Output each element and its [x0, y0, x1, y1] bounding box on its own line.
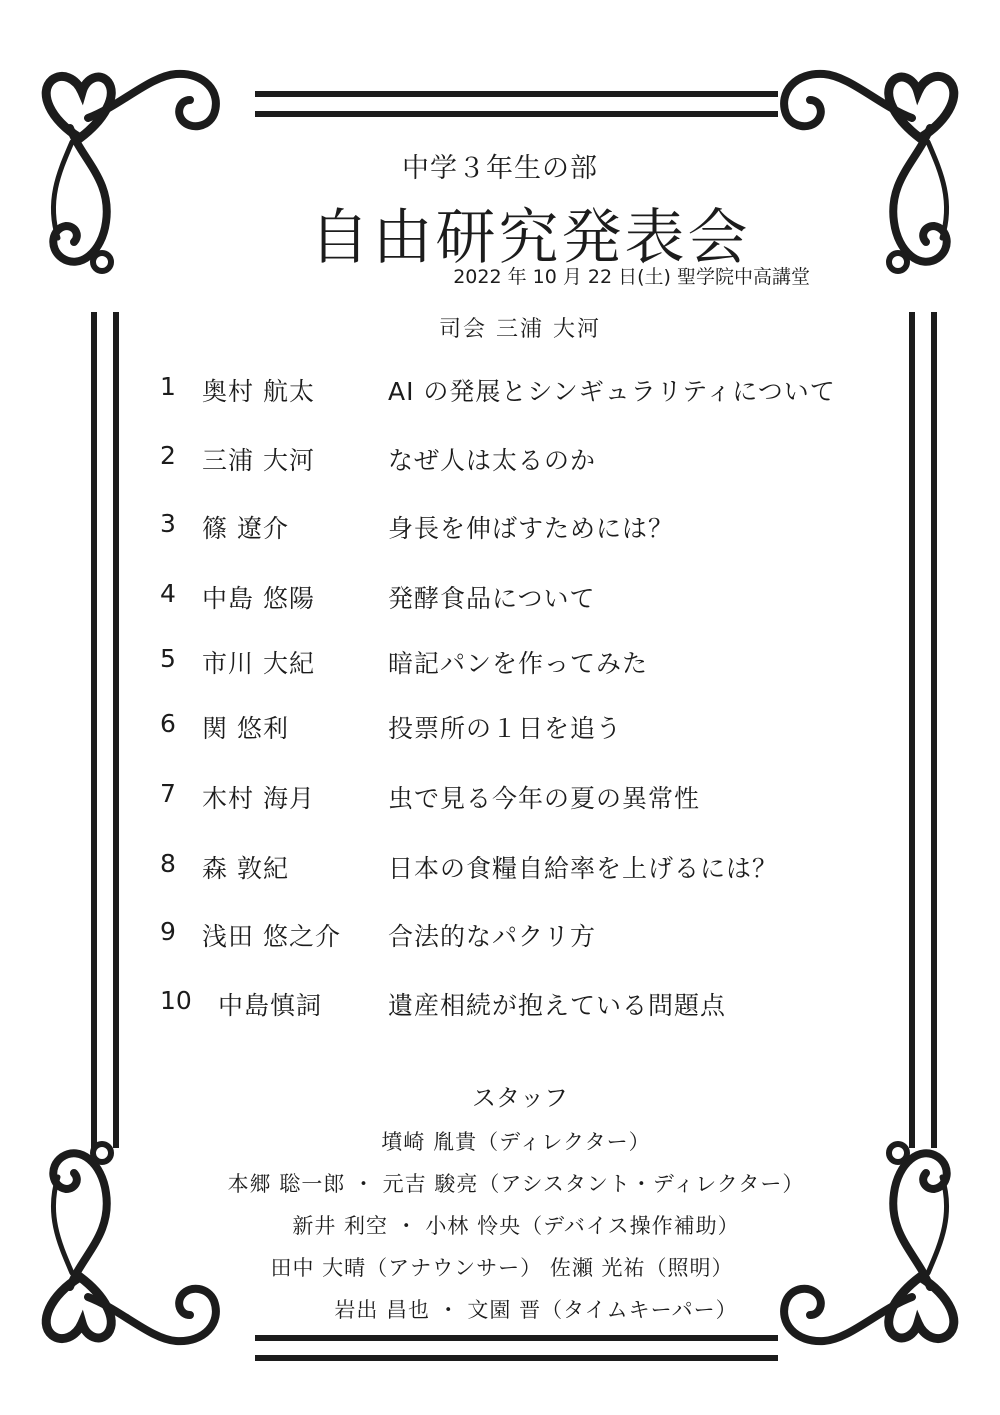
master-of-ceremonies: 司会 三浦 大河	[439, 317, 601, 342]
presentation-row	[0, 917, 1000, 957]
presentation-topic: 遺産相続が抱えている問題点	[388, 991, 727, 1020]
presentation-number: 2	[160, 441, 176, 470]
staff-line: 本郷 聡一郎 ・ 元吉 駿亮（アシスタント・ディレクター）	[227, 1172, 805, 1196]
presentation-number: 8	[160, 849, 176, 878]
event-title: 自由研究発表会	[309, 203, 751, 273]
presentation-row	[0, 709, 1000, 749]
presenter-name: 中島慎詞	[218, 991, 323, 1020]
presentation-number: 1	[160, 372, 176, 401]
staff-line: 岩出 昌也 ・ 文園 晋（タイムキーパー）	[334, 1298, 738, 1322]
presentation-number: 7	[160, 779, 176, 808]
presentation-number: 9	[160, 917, 176, 946]
presenter-name: 篠 遼介	[202, 514, 289, 543]
presentation-topic: なぜ人は太るのか	[388, 446, 597, 475]
presenter-name: 市川 大紀	[202, 649, 315, 678]
presentation-row	[0, 579, 1000, 619]
presentation-row	[0, 509, 1000, 549]
presenter-name: 木村 海月	[202, 784, 315, 813]
presentation-row	[0, 441, 1000, 481]
event-date-venue: 2022 年 10 月 22 日(土) 聖学院中高講堂	[453, 266, 810, 288]
presenter-name: 森 敦紀	[202, 854, 289, 883]
presentation-number: 3	[160, 509, 176, 538]
presentation-topic: 合法的なパクリ方	[388, 922, 597, 951]
presentation-topic: 投票所の１日を追う	[388, 714, 623, 743]
presentation-topic: 暗記パンを作ってみた	[388, 649, 649, 678]
presentation-topic: AI の発展とシンギュラリティについて	[388, 377, 836, 406]
presentation-number: 10	[160, 986, 192, 1015]
event-subtitle: 中学３年生の部	[402, 153, 598, 184]
presentation-row	[0, 372, 1000, 412]
presentation-number: 4	[160, 579, 176, 608]
staff-line: 田中 大晴（アナウンサー） 佐瀬 光祐（照明）	[270, 1256, 734, 1280]
presentation-topic: 日本の食糧自給率を上げるには？	[388, 854, 779, 883]
presenter-name: 奥村 航太	[202, 377, 315, 406]
presenter-name: 三浦 大河	[202, 446, 315, 475]
presentation-number: 5	[160, 644, 176, 673]
presentation-row	[0, 986, 1000, 1026]
staff-line: 墳崎 胤貴（ディレクター）	[381, 1130, 651, 1154]
presentation-topic: 発酵食品について	[388, 584, 596, 613]
staff-line: 新井 利空 ・ 小林 怜央（デバイス操作補助）	[292, 1214, 740, 1238]
presenter-name: 関 悠利	[202, 714, 289, 743]
presenter-name: 中島 悠陽	[202, 584, 315, 613]
presentation-topic: 身長を伸ばすためには？	[388, 514, 675, 543]
staff-heading: スタッフ	[472, 1084, 568, 1112]
presentation-topic: 虫で見る今年の夏の異常性	[388, 784, 701, 813]
presenter-name: 浅田 悠之介	[202, 922, 341, 951]
presentation-row	[0, 779, 1000, 819]
presentation-row	[0, 849, 1000, 889]
presentation-number: 6	[160, 709, 176, 738]
presentation-row	[0, 644, 1000, 684]
